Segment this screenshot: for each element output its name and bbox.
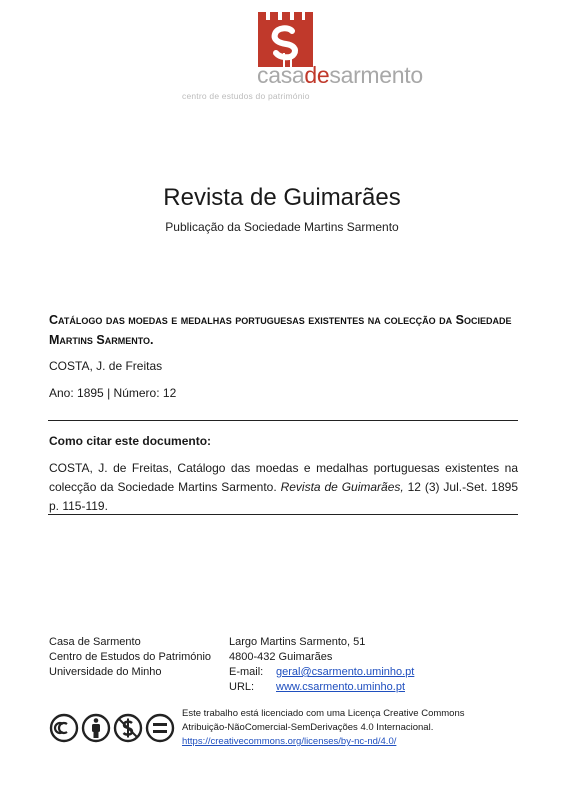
separator: |: [107, 386, 111, 400]
citation-text: [49, 459, 518, 516]
logo-word-casa: casa: [257, 62, 305, 88]
casa-de-sarmento-logo-icon: [258, 12, 313, 67]
citation-text-before: COSTA, J. de Freitas, Catálogo das moedas e medalhas portuguesas existentes na colecção da Sociedade Martins Sarmento.: [49, 461, 518, 494]
footer-institution: [49, 635, 211, 680]
citation-heading: Como citar este documento:: [49, 434, 212, 448]
email-link[interactable]: geral@csarmento.uminho.pt: [276, 666, 415, 678]
footer-line-1: Casa de Sarmento: [49, 636, 141, 648]
cc-icon: [51, 715, 77, 741]
divider-top: [48, 420, 518, 421]
email-label: E-mail:: [229, 666, 264, 678]
footer-url-row: [229, 680, 414, 695]
logo-word-sarmento: sarmento: [329, 62, 423, 88]
journal-title: Revista de Guimarães: [163, 184, 401, 211]
license-text: [182, 707, 465, 749]
year-number-line: [49, 386, 176, 400]
logo-tagline: centro de estudos do património: [182, 91, 310, 101]
citation-journal: Revista de Guimarães,: [280, 480, 404, 494]
number-value: 12: [162, 386, 177, 400]
license-line-1: Este trabalho está licenciado com uma Licença Creative Commons: [182, 708, 465, 719]
url-link[interactable]: www.csarmento.uminho.pt: [276, 681, 405, 693]
footer-address-1: Largo Martins Sarmento, 51: [229, 636, 366, 648]
logo-word-de: de: [304, 62, 330, 88]
logo-wordmark: [257, 62, 423, 89]
article-author: COSTA, J. de Freitas: [49, 359, 163, 373]
divider-bottom: [48, 514, 518, 515]
cc-license-badge[interactable]: [49, 710, 177, 746]
license-line-2: Atribuição-NãoComercial-SemDerivações 4.0 Internacional.: [182, 722, 434, 733]
nc-icon: [115, 715, 141, 741]
footer-contact: [229, 635, 414, 695]
year-value: 1895: [77, 386, 104, 400]
footer-line-3: Universidade do Minho: [49, 666, 162, 678]
nd-icon: [147, 715, 173, 741]
article-title: Catálogo das moedas e medalhas portuguesas existentes na colecção da Sociedade Martins Sarmento.: [49, 313, 512, 347]
journal-subtitle: Publicação da Sociedade Martins Sarmento: [165, 220, 399, 234]
citation-text-after: 12 (3) Jul.-Set. 1895 p. 115-119.: [49, 480, 518, 513]
year-label: Ano:: [49, 386, 74, 400]
by-icon: [83, 715, 109, 741]
footer-line-2: Centro de Estudos do Património: [49, 651, 212, 663]
url-label: URL:: [229, 681, 255, 693]
footer-email-row: [229, 665, 414, 680]
footer-address-2: 4800-432 Guimarães: [229, 651, 333, 663]
number-label: Número:: [113, 386, 160, 400]
license-link[interactable]: https://creativecommons.org/licenses/by-nc-nd/4.0/: [182, 736, 397, 747]
